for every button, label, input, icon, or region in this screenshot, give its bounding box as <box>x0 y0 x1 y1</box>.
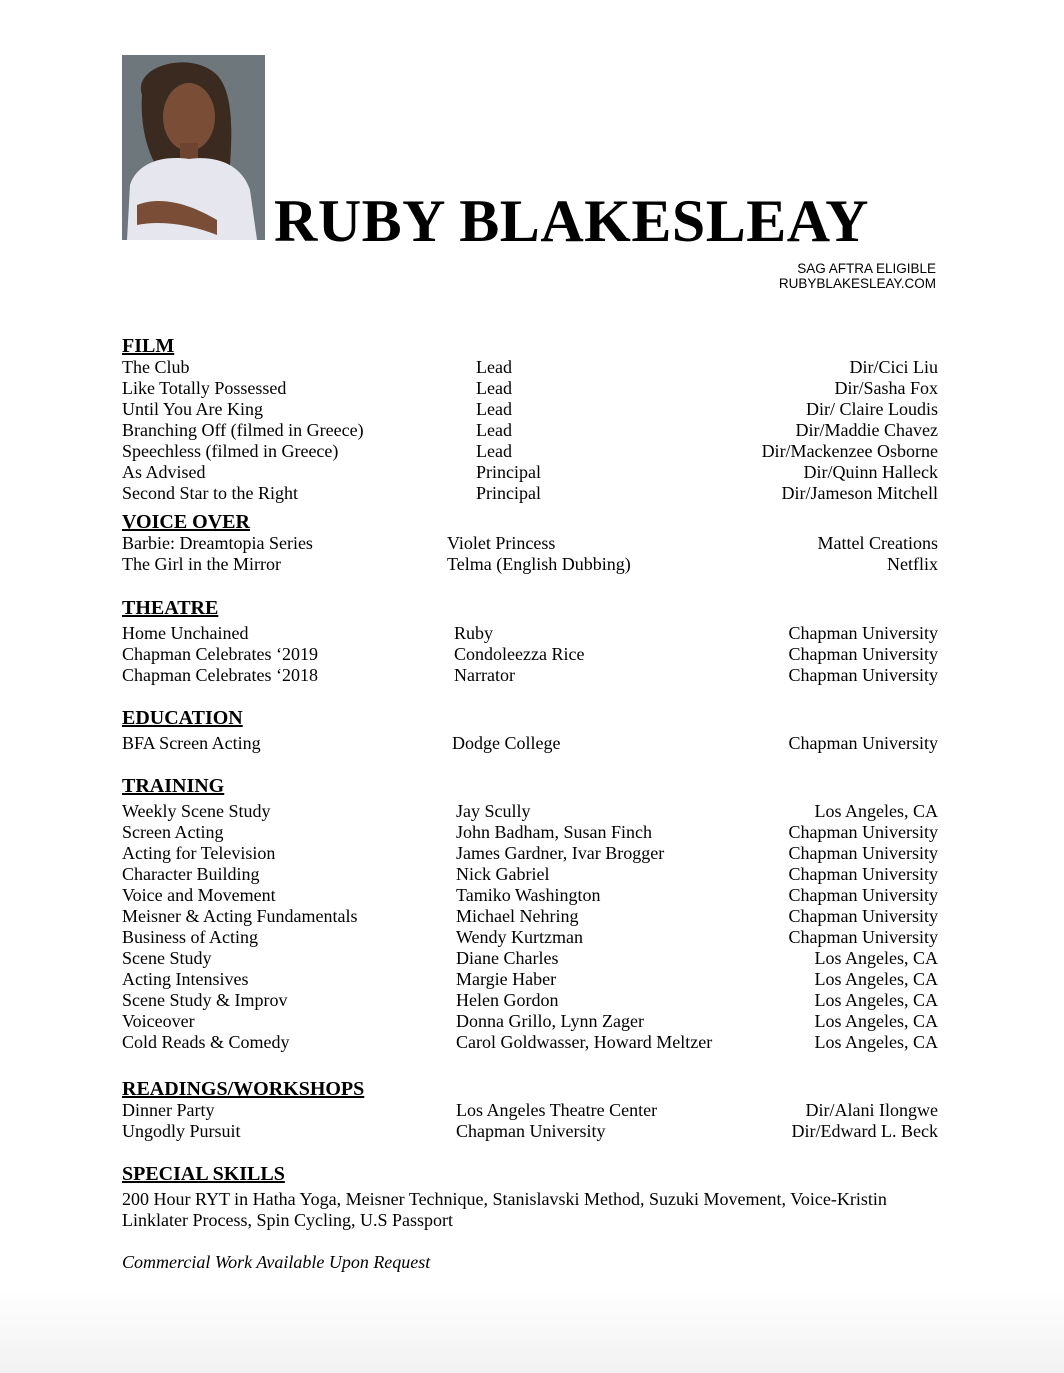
credit-title: Cold Reads & Comedy <box>122 1032 290 1052</box>
headshot-photo <box>122 55 265 240</box>
credit-row <box>122 733 938 754</box>
credit-role: Nick Gabriel <box>456 864 550 884</box>
credit-director: Chapman University <box>788 927 938 947</box>
credit-role: Jay Scully <box>456 801 531 821</box>
credit-director: Los Angeles, CA <box>814 1032 938 1052</box>
credit-title: Branching Off (filmed in Greece) <box>122 420 364 440</box>
credit-role: Dodge College <box>452 733 561 753</box>
credit-title: Until You Are King <box>122 399 264 419</box>
credit-director: Chapman University <box>788 733 938 753</box>
credit-director: Mattel Creations <box>817 533 938 553</box>
credit-director: Dir/Cici Liu <box>849 357 938 377</box>
credit-role: Lead <box>476 399 512 419</box>
credit-title: Chapman Celebrates ‘2018 <box>122 665 318 685</box>
credit-title: Voiceover <box>122 1011 195 1031</box>
credit-director: Los Angeles, CA <box>814 1011 938 1031</box>
credit-director: Chapman University <box>788 885 938 905</box>
credit-row <box>122 906 938 927</box>
credit-director: Dir/Jameson Mitchell <box>781 483 938 503</box>
credit-director: Los Angeles, CA <box>814 990 938 1010</box>
credit-title: Acting Intensives <box>122 969 249 989</box>
section-heading-film: FILM <box>122 335 175 357</box>
credit-row <box>122 378 938 399</box>
credit-row <box>122 843 938 864</box>
credit-title: Character Building <box>122 864 260 884</box>
credit-row <box>122 864 938 885</box>
credit-director: Chapman University <box>788 843 938 863</box>
credit-director: Chapman University <box>788 864 938 884</box>
credit-director: Chapman University <box>788 623 938 643</box>
credit-row <box>122 1100 938 1121</box>
education-section <box>122 707 938 754</box>
section-heading-theatre: THEATRE <box>122 597 219 619</box>
website-link[interactable]: RUBYBLAKESLEAY.COM <box>778 276 936 291</box>
section-heading-readings: READINGS/WORKSHOPS <box>122 1078 365 1100</box>
credit-row <box>122 399 938 420</box>
credit-title: Screen Acting <box>122 822 224 842</box>
credit-row <box>122 885 938 906</box>
credit-director: Dir/ Claire Loudis <box>806 399 938 419</box>
credit-row <box>122 1121 938 1142</box>
credit-row <box>122 990 938 1011</box>
film-section <box>122 335 938 504</box>
credit-title: BFA Screen Acting <box>122 733 261 753</box>
readings-section <box>122 1078 938 1142</box>
credit-title: The Girl in the Mirror <box>122 554 281 574</box>
credit-director: Dir/Quinn Halleck <box>803 462 938 482</box>
contact-block <box>779 261 936 291</box>
special-skills-section <box>122 1163 938 1231</box>
credit-title: Business of Acting <box>122 927 259 947</box>
credit-row <box>122 948 938 969</box>
credit-role: Narrator <box>454 665 515 685</box>
credit-row <box>122 665 938 686</box>
credit-row <box>122 1032 938 1053</box>
credit-title: Second Star to the Right <box>122 483 298 503</box>
credit-director: Dir/Edward L. Beck <box>791 1121 938 1141</box>
credit-row <box>122 462 938 483</box>
credit-row <box>122 554 938 575</box>
credit-row <box>122 420 938 441</box>
credit-director: Chapman University <box>788 822 938 842</box>
credit-director: Los Angeles, CA <box>814 969 938 989</box>
credit-role: Diane Charles <box>456 948 559 968</box>
special-skills-text: 200 Hour RYT in Hatha Yoga, Meisner Technique, Stanislavski Method, Suzuki Movement, Voice-Kristin Linklater Process, Spin Cycling, U.S Passport <box>122 1189 887 1230</box>
section-heading-voice-over: VOICE OVER <box>122 511 250 533</box>
section-heading-education: EDUCATION <box>122 707 243 729</box>
theatre-section <box>122 597 938 686</box>
credit-role: Principal <box>476 483 541 503</box>
actor-name: RUBY BLAKESLEAY <box>274 188 869 254</box>
training-section <box>122 775 938 1053</box>
credit-director: Chapman University <box>788 644 938 664</box>
credit-director: Dir/Maddie Chavez <box>795 420 938 440</box>
credit-title: Weekly Scene Study <box>122 801 271 821</box>
credit-row <box>122 801 938 822</box>
credit-role: Violet Princess <box>447 533 556 553</box>
credit-director: Chapman University <box>788 906 938 926</box>
credit-title: Scene Study & Improv <box>122 990 288 1010</box>
credit-title: Scene Study <box>122 948 212 968</box>
credit-title: Meisner & Acting Fundamentals <box>122 906 358 926</box>
credit-title: Dinner Party <box>122 1100 215 1120</box>
credit-director: Los Angeles, CA <box>814 801 938 821</box>
credit-title: Barbie: Dreamtopia Series <box>122 533 313 553</box>
union-status: SAG AFTRA ELIGIBLE <box>797 261 936 276</box>
credit-role: Helen Gordon <box>456 990 559 1010</box>
credit-role: Los Angeles Theatre Center <box>456 1100 658 1120</box>
credit-title: Like Totally Possessed <box>122 378 287 398</box>
credit-row <box>122 644 938 665</box>
credit-title: Home Unchained <box>122 623 249 643</box>
credit-title: As Advised <box>122 462 206 482</box>
credit-row <box>122 969 938 990</box>
credit-role: Carol Goldwasser, Howard Meltzer <box>456 1032 713 1052</box>
credit-title: Chapman Celebrates ‘2019 <box>122 644 318 664</box>
credit-title: The Club <box>122 357 190 377</box>
credit-role: Lead <box>476 420 512 440</box>
credit-title: Voice and Movement <box>122 885 276 905</box>
credit-role: Ruby <box>454 623 494 643</box>
credit-row <box>122 1011 938 1032</box>
credit-director: Dir/Sasha Fox <box>834 378 938 398</box>
credit-row <box>122 822 938 843</box>
section-heading-special-skills: SPECIAL SKILLS <box>122 1163 285 1185</box>
section-heading-training: TRAINING <box>122 775 225 797</box>
credit-director: Los Angeles, CA <box>814 948 938 968</box>
credit-row <box>122 927 938 948</box>
credit-row <box>122 483 938 504</box>
credit-director: Dir/Alani Ilongwe <box>805 1100 938 1120</box>
credit-director: Dir/Mackenzee Osborne <box>761 441 938 461</box>
credit-role: Lead <box>476 357 512 377</box>
credit-title: Acting for Television <box>122 843 276 863</box>
credit-role: Margie Haber <box>456 969 557 989</box>
credit-row <box>122 623 938 644</box>
credit-role: Chapman University <box>456 1121 606 1141</box>
credit-row <box>122 533 938 554</box>
voice-over-section <box>122 511 938 575</box>
credit-role: James Gardner, Ivar Brogger <box>456 843 665 863</box>
credit-role: Donna Grillo, Lynn Zager <box>456 1011 644 1031</box>
credit-role: Wendy Kurtzman <box>456 927 584 947</box>
credit-director: Netflix <box>887 554 938 574</box>
credit-row <box>122 357 938 378</box>
credit-role: Principal <box>476 462 541 482</box>
credit-role: Condoleezza Rice <box>454 644 585 664</box>
commercial-note: Commercial Work Available Upon Request <box>122 1252 431 1272</box>
credit-role: Telma (English Dubbing) <box>447 554 631 574</box>
credit-title: Speechless (filmed in Greece) <box>122 441 339 461</box>
credit-director: Chapman University <box>788 665 938 685</box>
credit-row <box>122 441 938 462</box>
credit-role: Lead <box>476 378 512 398</box>
credit-title: Ungodly Pursuit <box>122 1121 241 1141</box>
credit-role: Lead <box>476 441 512 461</box>
credit-role: John Badham, Susan Finch <box>456 822 652 842</box>
credit-role: Tamiko Washington <box>456 885 601 905</box>
credit-role: Michael Nehring <box>456 906 579 926</box>
